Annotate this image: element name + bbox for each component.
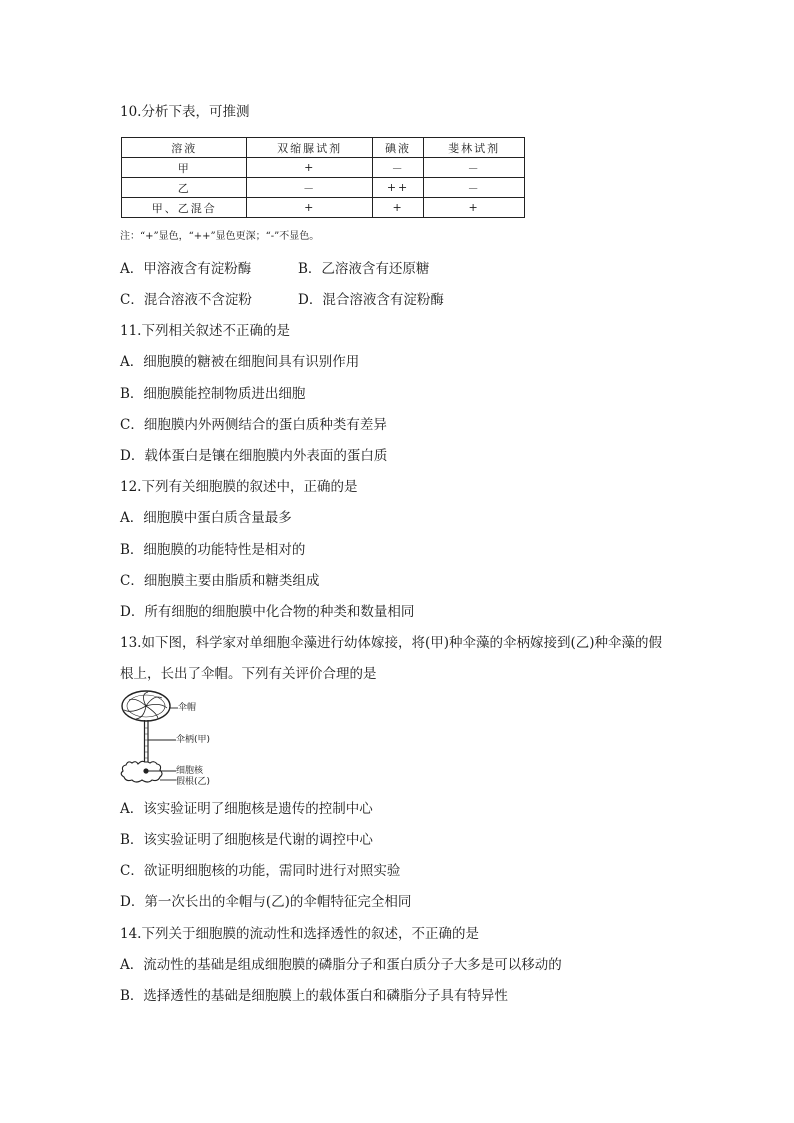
q13-option-c: C．欲证明细胞核的功能，需同时进行对照实验 <box>120 863 401 879</box>
table-cell: － <box>424 178 525 198</box>
q10-options-row-1 <box>120 260 429 278</box>
table-row <box>122 178 525 198</box>
table-header: 溶液 <box>122 138 247 158</box>
label-rhizoid: 假根(乙) <box>176 777 211 787</box>
table-cell: － <box>424 158 525 178</box>
table-cell: + <box>247 198 372 218</box>
q13-stem-line-1: 13.如下图，科学家对单细胞伞藻进行幼体嫁接，将(甲)种伞藻的伞柄嫁接到(乙)种伞藻的假 <box>120 635 663 651</box>
q14-stem: 14.下列关于细胞膜的流动性和选择透性的叙述，不正确的是 <box>120 926 479 942</box>
table-header: 斐林试剂 <box>424 138 525 158</box>
q12-option-a: A．细胞膜中蛋白质含量最多 <box>120 510 292 526</box>
table-cell: + <box>424 198 525 218</box>
q10-option-a: A．甲溶液含有淀粉酶 <box>120 261 252 277</box>
table-cell: + <box>372 198 423 218</box>
table-cell: 甲 <box>122 158 247 178</box>
q10-options-row-2 <box>120 291 444 309</box>
label-nucleus: 细胞核 <box>176 766 204 776</box>
q11-option-d: D．载体蛋白是镶在细胞膜内外表面的蛋白质 <box>120 448 388 464</box>
q13-option-a: A．该实验证明了细胞核是遗传的控制中心 <box>120 801 373 817</box>
q13-stem-line-2: 根上，长出了伞帽。下列有关评价合理的是 <box>120 666 377 682</box>
label-cap: 伞帽 <box>178 703 197 713</box>
table-note: 注：“+”显色，“++”显色更深；“-”不显色。 <box>120 231 320 242</box>
q13-option-b: B．该实验证明了细胞核是代谢的调控中心 <box>120 832 373 848</box>
q10-stem: 10.分析下表，可推测 <box>120 104 250 120</box>
table-cell: ++ <box>372 178 423 198</box>
table-row <box>122 158 525 178</box>
q11-option-a: A．细胞膜的糖被在细胞间具有识别作用 <box>120 354 360 370</box>
table-cell: + <box>247 158 372 178</box>
table-cell: － <box>372 158 423 178</box>
table-header: 双缩脲试剂 <box>247 138 372 158</box>
table-cell: 甲、乙混合 <box>122 198 247 218</box>
table-row <box>122 198 525 218</box>
q10-option-c: C．混合溶液不含淀粉 <box>120 292 252 308</box>
q11-option-c: C．细胞膜内外两侧结合的蛋白质种类有差异 <box>120 417 387 433</box>
table-header-row <box>122 138 525 158</box>
q14-option-b: B．选择透性的基础是细胞膜上的载体蛋白和磷脂分子具有特异性 <box>120 988 508 1004</box>
q14-option-a: A．流动性的基础是组成细胞膜的磷脂分子和蛋白质分子大多是可以移动的 <box>120 957 562 973</box>
q12-option-d: D．所有细胞的细胞膜中化合物的种类和数量相同 <box>120 604 415 620</box>
q12-option-c: C．细胞膜主要由脂质和糖类组成 <box>120 573 320 589</box>
q13-option-d: D．第一次长出的伞帽与(乙)的伞帽特征完全相同 <box>120 894 412 910</box>
q10-option-d: D．混合溶液含有淀粉酶 <box>298 292 444 308</box>
q11-option-b: B．细胞膜能控制物质进出细胞 <box>120 386 306 402</box>
table-header: 碘液 <box>372 138 423 158</box>
q10-option-b: B．乙溶液含有还原糖 <box>298 261 430 277</box>
q12-stem: 12.下列有关细胞膜的叙述中，正确的是 <box>120 479 358 495</box>
q11-stem: 11.下列相关叙述不正确的是 <box>120 323 290 339</box>
acetabularia-graft-figure <box>114 688 214 792</box>
q12-option-b: B．细胞膜的功能特性是相对的 <box>120 542 306 558</box>
table-cell: 乙 <box>122 178 247 198</box>
reagent-table <box>121 137 525 218</box>
table-cell: － <box>247 178 372 198</box>
label-stalk: 伞柄(甲) <box>176 735 211 745</box>
